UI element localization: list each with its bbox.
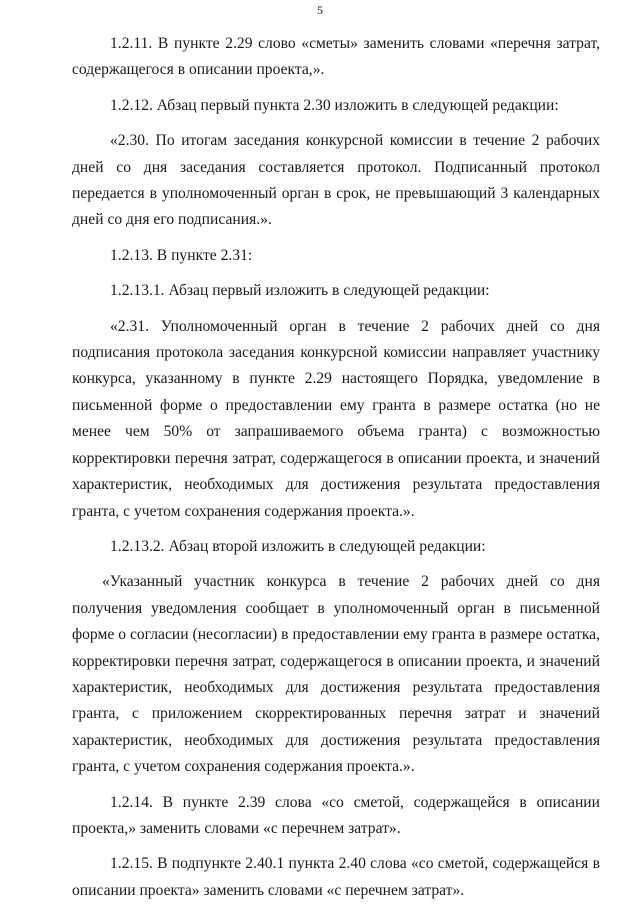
- paragraph-1-2-12: 1.2.12. Абзац первый пункта 2.30 изложить в следующей редакции:: [110, 96, 559, 114]
- page-number: 5: [317, 3, 323, 17]
- paragraph-quote-2-30: «2.30. По итогам заседания конкурсной комиссии в течение 2 рабочих дней со дня заседания составляется протокол. Подписанный протокол передается в уполномоченный орган в срок, не превышающий 3 календарных дней со дня его подписания.».: [72, 132, 600, 229]
- paragraph-quote-participant: «Указанный участник конкурса в течение 2 рабочих дней со дня получения уведомления сообщает в уполномоченный орган в письменной форме о согласии (несогласии) в предоставлении ему гранта в размере остатка, корректировки перечня затрат, содержащегося в описании проекта, и значений характеристик, необходимых для достижения результата предоставления гранта, с приложением скорректированных перечня затрат и значений характеристик, необходимых для достижения результата предоставления гранта, с учетом сохранения содержания проекта.».: [72, 573, 600, 776]
- paragraph-quote-2-31: «2.31. Уполномоченный орган в течение 2 рабочих дней со дня подписания протокола заседания конкурсной комиссии направляет участнику конкурса, указанному в пункте 2.29 настоящего Порядка, уведомление в письменной форме о предоставлении ему гранта в размере остатка (но не менее чем 50% от запрашиваемого объема гранта) с возможностью корректировки перечня затрат, содержащегося в описании проекта, и значений характеристик, необходимых для достижения результата предоставления гранта, с учетом сохранения содержания проекта.».: [72, 317, 600, 520]
- paragraph-1-2-13-1: 1.2.13.1. Абзац первый изложить в следующей редакции:: [110, 282, 490, 300]
- document-body: [72, 31, 600, 913]
- paragraph-1-2-15: 1.2.15. В подпункте 2.40.1 пункта 2.40 слова «со сметой, содержащейся в описании проекта» заменить словами «с перечнем затрат».: [72, 855, 600, 899]
- paragraph-1-2-14: 1.2.14. В пункте 2.39 слова «со сметой, содержащейся в описании проекта,» заменить словами «с перечнем затрат».: [72, 793, 600, 837]
- paragraph-1-2-13-2: 1.2.13.2. Абзац второй изложить в следующей редакции:: [110, 537, 486, 555]
- paragraph-1-2-11: 1.2.11. В пункте 2.29 слово «сметы» заменить словами «перечня затрат, содержащегося в описании проекта,».: [72, 35, 600, 79]
- paragraph-1-2-13: 1.2.13. В пункте 2.31:: [110, 246, 253, 264]
